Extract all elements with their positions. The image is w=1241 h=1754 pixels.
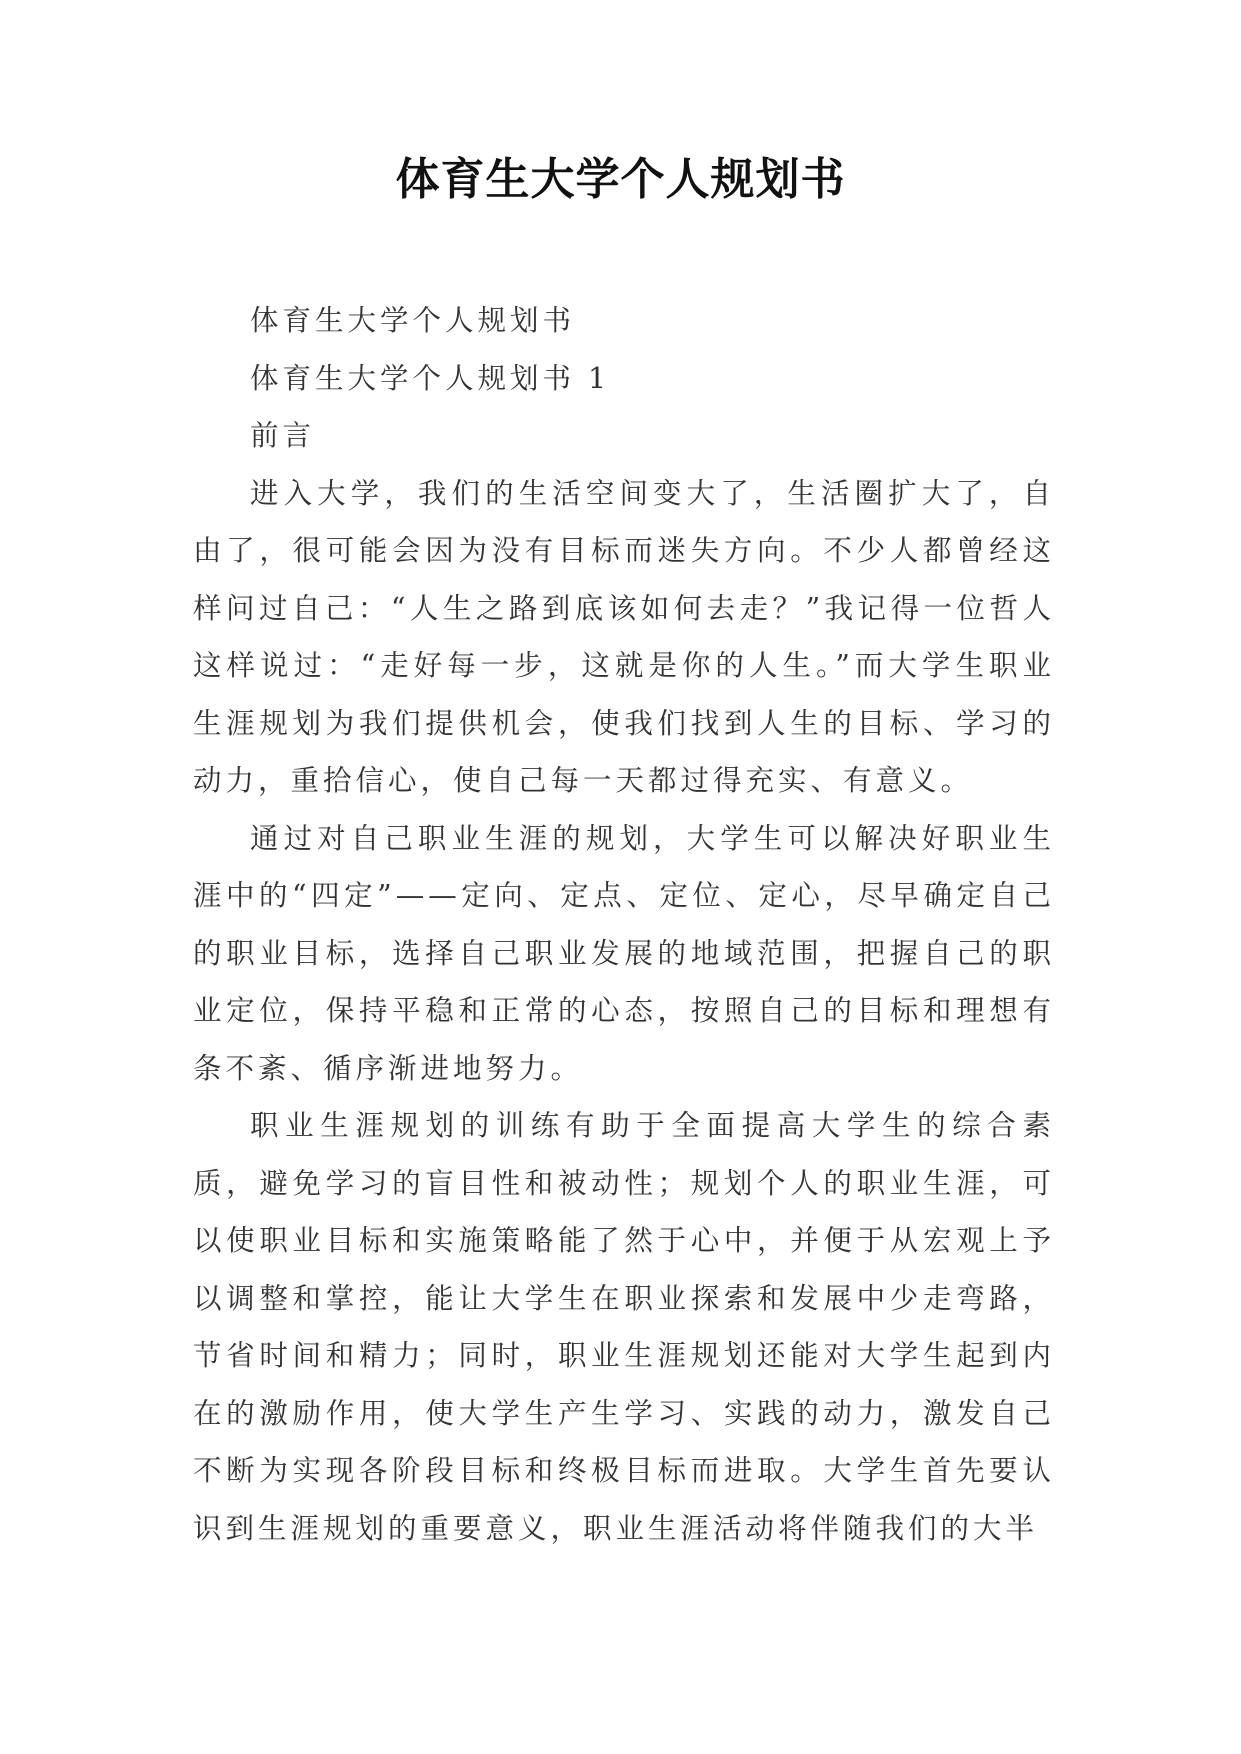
paragraph: 进入大学，我们的生活空间变大了，生活圈扩大了，自由了，很可能会因为没有目标而迷失方向。不少人都曾经这样问过自己：“人生之路到底该如何去走？”我记得一位哲人这样说过：“走好每一步，这就是你的人生。”而大学生职业生涯规划为我们提供机会，使我们找到人生的目标、学习的动力，重拾信心，使自己每一天都过得充实、有意义。 (193, 476, 1055, 797)
paragraph: 职业生涯规划的训练有助于全面提高大学生的综合素质，避免学习的盲目性和被动性；规划个人的职业生涯，可以使职业目标和实施策略能了然于心中，并便于从宏观上予以调整和掌控，能让大学生在职业探索和发展中少走弯路，节省时间和精力；同时，职业生涯规划还能对大学生起到内在的激励作用，使大学生产生学习、实践的动力，激发自己不断为实现各阶段目标和终极目标而进取。大学生首先要认识到生涯规划的重要意义，职业生涯活动将伴随我们的大半 (193, 1109, 1055, 1545)
section-heading: 体育生大学个人规划书 1 (250, 361, 611, 395)
document-body (193, 292, 1055, 1557)
document-title: 体育生大学个人规划书 (395, 154, 846, 205)
preface-label: 前言 (250, 419, 316, 452)
subtitle-line: 体育生大学个人规划书 (250, 304, 576, 337)
paragraph: 通过对自己职业生涯的规划，大学生可以解决好职业生涯中的“四定”——定向、定点、定位、定心，尽早确定自己的职业目标，选择自己职业发展的地域范围，把握自己的职业定位，保持平稳和正常的心态，按照自己的目标和理想有条不紊、循序渐进地努力。 (193, 821, 1055, 1085)
